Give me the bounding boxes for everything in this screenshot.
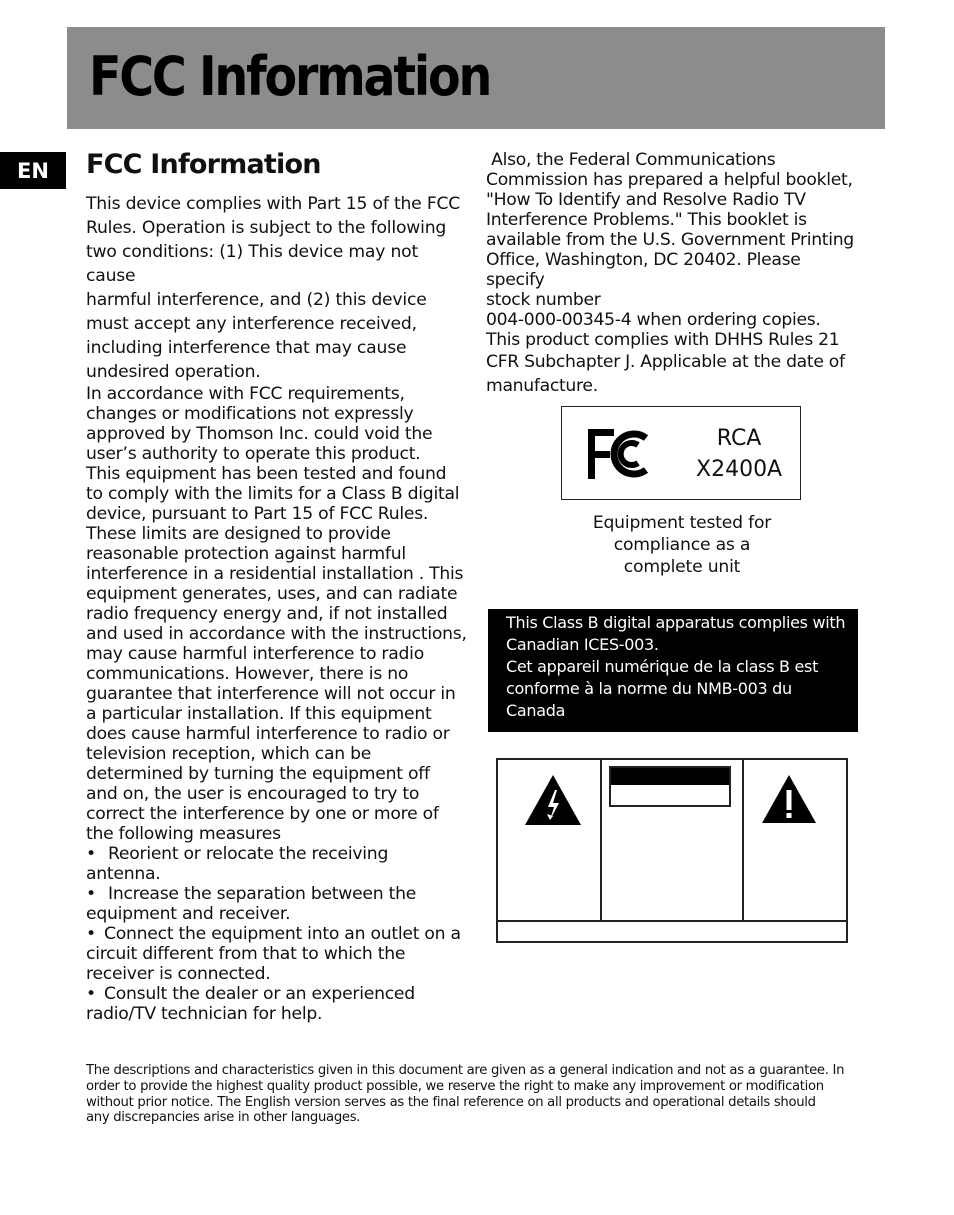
- list-item-continuation: radio/TV technician for help.: [86, 1004, 323, 1024]
- fcc-logo-icon: [588, 426, 660, 482]
- body-paragraph: [86, 384, 468, 844]
- bullet-text: Increase the separation between the: [108, 884, 417, 904]
- caution-header-bar: [611, 768, 729, 785]
- list-item: [86, 884, 468, 904]
- header-banner: [67, 27, 885, 129]
- right-column: [486, 150, 864, 398]
- text-line: "How To Identify and Resolve Radio TV: [486, 190, 806, 210]
- notice-line: Canada: [506, 701, 566, 720]
- text-line: equipment generates, uses, and can radiate: [86, 584, 458, 604]
- text-line: must accept any interference received,: [86, 314, 417, 334]
- list-item: [86, 984, 468, 1004]
- bullet-text: Consult the dealer or an experienced: [104, 984, 415, 1004]
- text-line: 004-000-00345-4 when ordering copies.: [486, 310, 821, 330]
- disclaimer-line: order to provide the highest quality product possible, we reserve the right to make any improvement or modification: [86, 1078, 824, 1094]
- text-line: Commission has prepared a helpful booklet,: [486, 170, 853, 190]
- text-line: Also, the Federal Communications: [486, 150, 776, 170]
- lightning-bolt-warning-icon: [524, 774, 582, 826]
- text-line: Interference Problems." This booklet is: [486, 210, 807, 230]
- text-line: This equipment has been tested and found: [86, 464, 447, 484]
- intro-paragraph: [86, 192, 468, 384]
- notice-line: conforme à la norme du NMB-003 du: [506, 679, 792, 698]
- caution-header-box: [609, 766, 731, 807]
- text-line: to comply with the limits for a Class B digital: [86, 484, 460, 504]
- text-line: a particular installation. If this equipment: [86, 704, 432, 724]
- section-heading: FCC Information: [86, 149, 321, 180]
- text-line: available from the U.S. Government Printing: [486, 230, 854, 250]
- text-line: determined by turning the equipment off: [86, 764, 430, 784]
- text-line: manufacture.: [486, 376, 598, 396]
- text-line: radio frequency energy and, if not installed: [86, 604, 448, 624]
- warning-bottom-strip: [498, 920, 846, 941]
- column-divider: [600, 760, 602, 922]
- list-item-continuation: equipment and receiver.: [86, 904, 291, 924]
- fcc-model-text: [696, 423, 782, 485]
- text-line: reasonable protection against harmful: [86, 544, 406, 564]
- text-line: may cause harmful interference to radio: [86, 644, 424, 664]
- canada-notice-panel: [488, 609, 858, 732]
- disclaimer: [86, 1063, 856, 1126]
- text-line: and used in accordance with the instructions,: [86, 624, 467, 644]
- tested-caption: [572, 512, 792, 578]
- bullet-icon: •: [86, 924, 96, 944]
- column-divider: [742, 760, 744, 922]
- list-item: [86, 924, 468, 944]
- text-line: This device complies with Part 15 of the FCC: [86, 194, 461, 214]
- disclaimer-line: The descriptions and characteristics given in this document are given as a general indication and not as a guarantee. In: [86, 1063, 845, 1078]
- text-line: stock number: [486, 290, 601, 310]
- text-line: user’s authority to operate this product.: [86, 444, 421, 464]
- text-line: CFR Subchapter J. Applicable at the date of: [486, 352, 845, 372]
- text-line: guarantee that interference will not occur in: [86, 684, 456, 704]
- bullet-list: [86, 844, 468, 1024]
- bullet-icon: •: [86, 884, 96, 904]
- text-line: This product complies with DHHS Rules 21: [486, 330, 840, 350]
- fcc-compliance-label: [561, 406, 801, 500]
- text-line: undesired operation.: [86, 362, 261, 382]
- exclamation-warning-icon: [761, 774, 817, 824]
- text-line: In accordance with FCC requirements,: [86, 384, 405, 404]
- bullet-icon: •: [86, 984, 96, 1004]
- bullet-text: Connect the equipment into an outlet on a: [104, 924, 461, 944]
- text-line: television reception, which can be: [86, 744, 372, 764]
- language-tab: EN: [0, 152, 66, 189]
- text-line: correct the interference by one or more of: [86, 804, 439, 824]
- page-title: FCC Information: [89, 45, 491, 108]
- text-line: approved by Thomson Inc. could void the: [86, 424, 433, 444]
- brand-name: RCA: [716, 426, 762, 451]
- text-line: the following measures: [86, 824, 281, 844]
- text-line: and on, the user is encouraged to try to: [86, 784, 420, 804]
- list-item-continuation: circuit different from that to which the: [86, 944, 406, 964]
- notice-line: This Class B digital apparatus complies with: [506, 613, 846, 632]
- notice-line: Canadian ICES-003.: [506, 635, 659, 654]
- caption-line: Equipment tested for: [592, 513, 772, 533]
- bullet-text: Reorient or relocate the receiving: [108, 844, 389, 864]
- text-line: including interference that may cause: [86, 338, 407, 358]
- text-line: interference in a residential installation . This: [86, 564, 464, 584]
- left-column: [86, 148, 468, 1024]
- text-line: communications. However, there is no: [86, 664, 409, 684]
- bullet-icon: •: [86, 844, 96, 864]
- text-line: Office, Washington, DC 20402. Please specify: [486, 250, 801, 290]
- list-item: [86, 844, 468, 864]
- disclaimer-line: any discrepancies arise in other languages.: [86, 1110, 361, 1126]
- model-number: X2400A: [696, 457, 783, 482]
- text-line: Rules. Operation is subject to the following: [86, 218, 447, 238]
- list-item-continuation: receiver is connected.: [86, 964, 271, 984]
- text-line: does cause harmful interference to radio or: [86, 724, 450, 744]
- text-line: harmful interference, and (2) this device: [86, 290, 427, 310]
- text-line: device, pursuant to Part 15 of FCC Rules.: [86, 504, 429, 524]
- notice-line: Cet appareil numérique de la class B est: [506, 657, 819, 676]
- warning-label-box: [496, 758, 848, 943]
- list-item-continuation: antenna.: [86, 864, 161, 884]
- disclaimer-line: without prior notice. The English version serves as the final reference on all products and operational details should: [86, 1094, 816, 1110]
- text-line: changes or modifications not expressly: [86, 404, 414, 424]
- caption-line: compliance as a: [613, 535, 751, 555]
- caption-line: complete unit: [623, 557, 741, 577]
- text-line: These limits are designed to provide: [86, 524, 391, 544]
- text-line: two conditions: (1) This device may not cause: [86, 242, 419, 286]
